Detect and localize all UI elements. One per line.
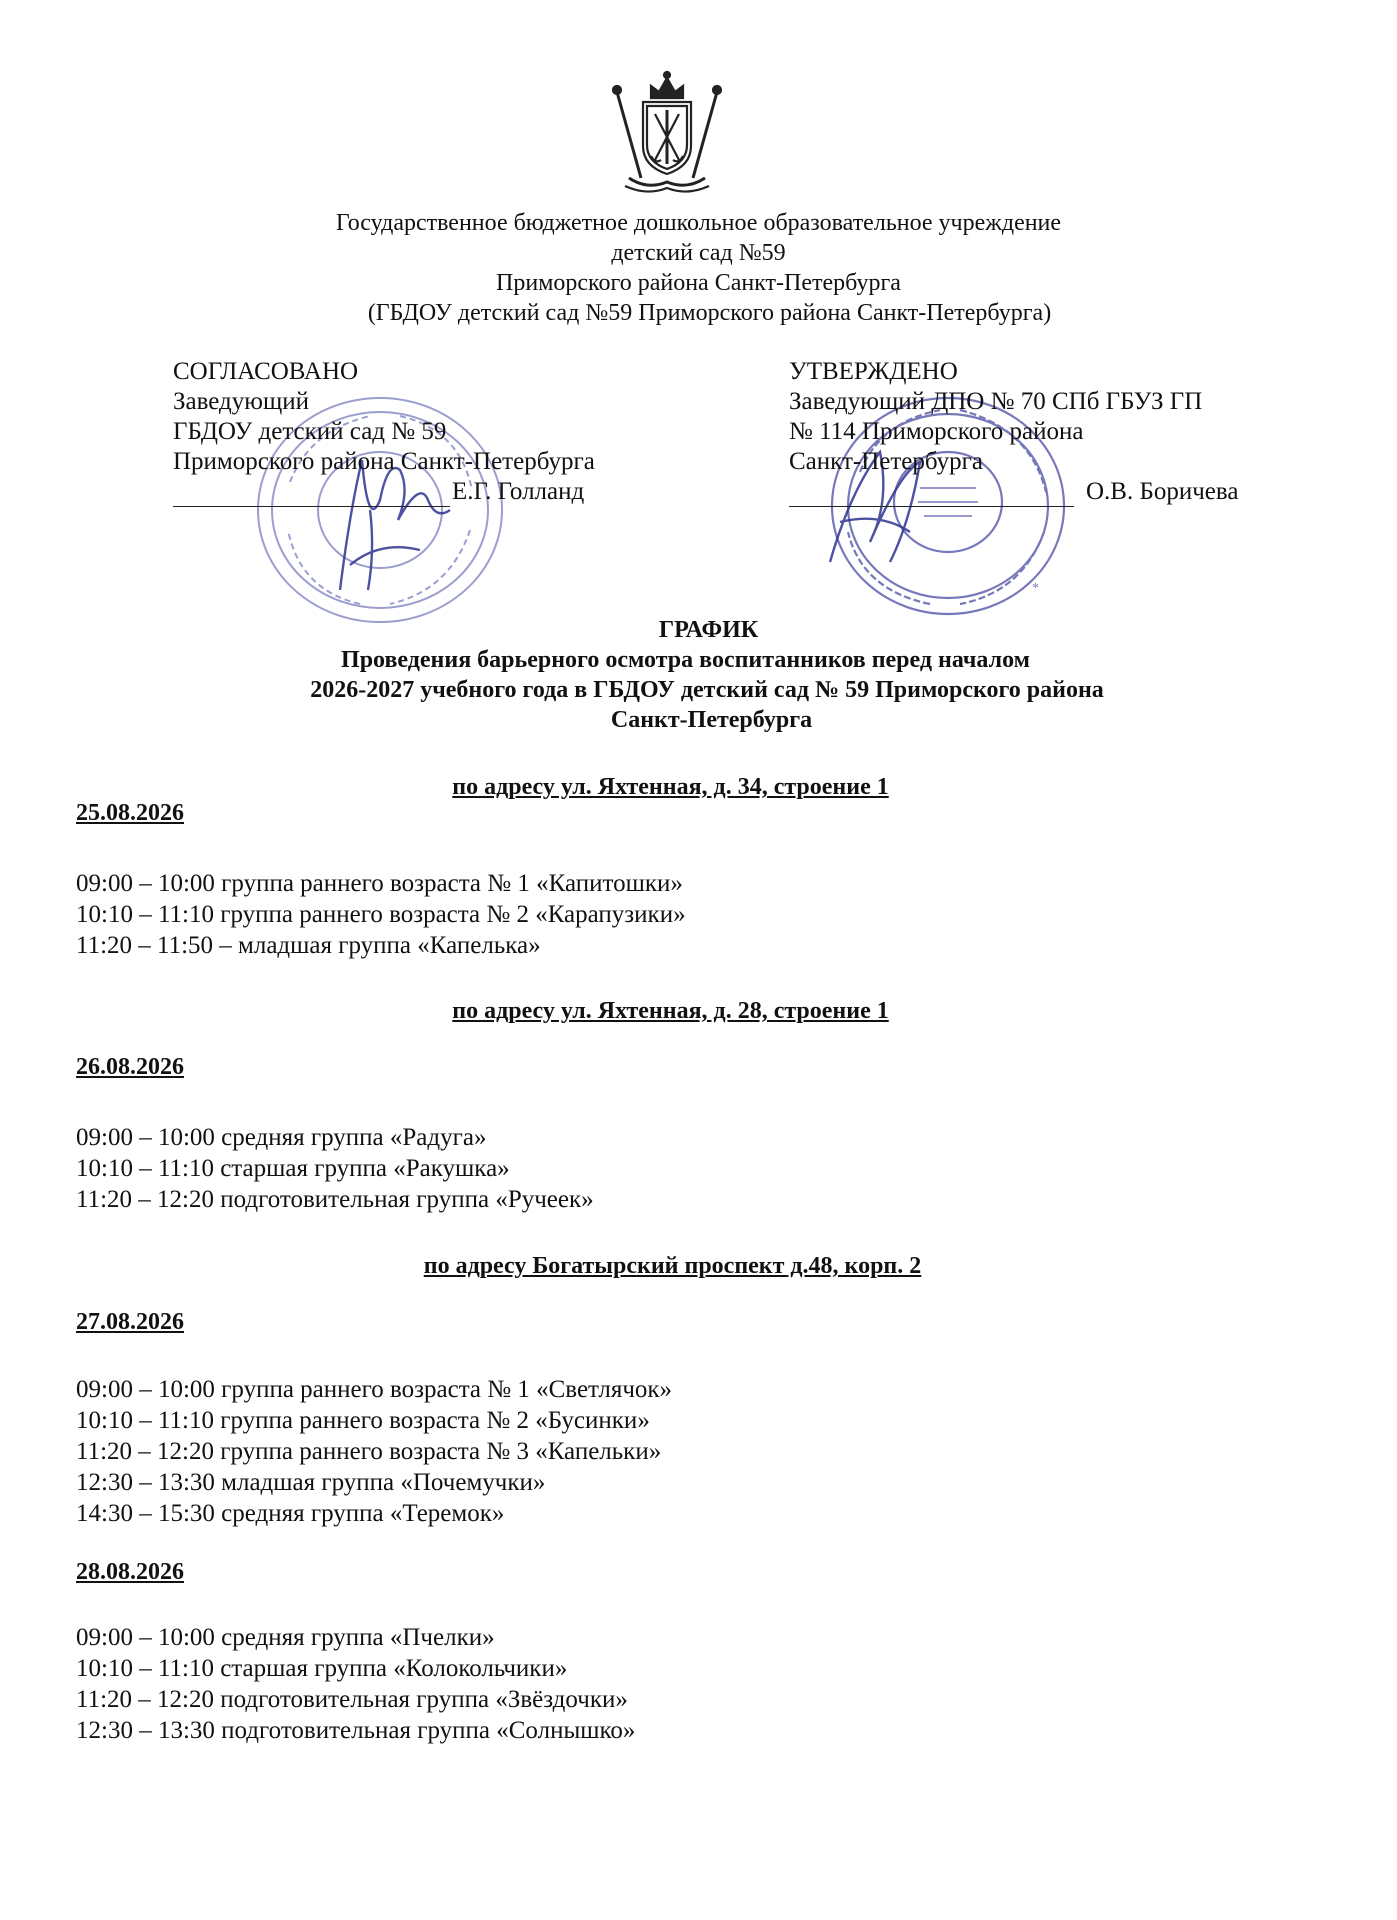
approval-line: Заведующий ДПО № 70 СПб ГБУЗ ГП: [789, 388, 1203, 415]
schedule-entry: 11:20 – 12:20 подготовительная группа «Ручеек»: [76, 1186, 594, 1213]
signatory-name: Е.Г. Голланд: [452, 478, 585, 505]
title-line: Проведения барьерного осмотра воспитанников перед началом: [341, 647, 1030, 673]
agreement-line: ГБДОУ детский сад № 59: [173, 418, 447, 445]
section-address: по адресу ул. Яхтенная, д. 28, строение 1: [452, 998, 889, 1024]
schedule-entry: 09:00 – 10:00 средняя группа «Радуга»: [76, 1124, 487, 1151]
schedule-list: [76, 1122, 594, 1215]
title-line: ГРАФИК: [658, 617, 759, 643]
header-line: Государственное бюджетное дошкольное образовательное учреждение: [335, 210, 1062, 236]
document-title: [0, 615, 1397, 735]
agreement-heading: СОГЛАСОВАНО: [173, 358, 359, 385]
title-line: Санкт-Петербурга: [610, 707, 813, 733]
schedule-entry: 11:20 – 11:50 – младшая группа «Капелька»: [76, 932, 541, 959]
approval-line: № 114 Приморского района: [789, 418, 1084, 445]
signature-rule: [789, 482, 1074, 507]
header-line: Приморского района Санкт-Петербурга: [496, 270, 901, 296]
schedule-date: 26.08.2026: [76, 1054, 184, 1080]
svg-text:*: *: [1032, 581, 1039, 596]
schedule-entry: 10:10 – 11:10 группа раннего возраста № 2 «Карапузики»: [76, 901, 686, 928]
schedule-date: 27.08.2026: [76, 1309, 184, 1335]
schedule-date: 25.08.2026: [76, 800, 184, 826]
approval-block: [789, 357, 1269, 507]
schedule-entry: 09:00 – 10:00 средняя группа «Пчелки»: [76, 1624, 495, 1651]
section-address: по адресу Богатырский проспект д.48, корп. 2: [423, 1253, 922, 1279]
signature-rule: [173, 482, 450, 507]
schedule-entry: 09:00 – 10:00 группа раннего возраста № 1 «Светлячок»: [76, 1376, 673, 1403]
agreement-line: Заведующий: [173, 388, 309, 415]
schedule-entry: 12:30 – 13:30 подготовительная группа «Солнышко»: [76, 1717, 636, 1744]
title-line: 2026-2027 учебного года в ГБДОУ детский сад № 59 Приморского района: [310, 677, 1104, 703]
schedule-entry: 11:20 – 12:20 подготовительная группа «Звёздочки»: [76, 1686, 628, 1713]
approval-heading: УТВЕРЖДЕНО: [789, 358, 958, 385]
schedule-date: 28.08.2026: [76, 1559, 184, 1585]
agreement-line: Приморского района Санкт-Петербурга: [173, 448, 595, 475]
schedule-entry: 10:10 – 11:10 старшая группа «Колокольчики»: [76, 1655, 568, 1682]
schedule-entry: 09:00 – 10:00 группа раннего возраста № 1 «Капитошки»: [76, 870, 683, 897]
institution-header: [0, 208, 1397, 328]
header-line: (ГБДОУ детский сад №59 Приморского района Санкт-Петербурга): [367, 300, 1052, 326]
section-address: по адресу ул. Яхтенная, д. 34, строение 1: [452, 774, 889, 800]
schedule-list: [76, 1622, 635, 1746]
coat-of-arms-icon: [607, 68, 727, 196]
signature-line: [173, 477, 693, 507]
approval-line: Санкт-Петербурга: [789, 448, 984, 475]
schedule-entry: 10:10 – 11:10 старшая группа «Ракушка»: [76, 1155, 510, 1182]
schedule-entry: 11:20 – 12:20 группа раннего возраста № 3 «Капельки»: [76, 1438, 662, 1465]
schedule-list: [76, 868, 686, 961]
agreement-block: [173, 357, 693, 507]
schedule-entry: 12:30 – 13:30 младшая группа «Почемучки»: [76, 1469, 546, 1496]
schedule-list: [76, 1374, 672, 1529]
schedule-entry: 10:10 – 11:10 группа раннего возраста № 2 «Бусинки»: [76, 1407, 650, 1434]
signature-line: [789, 477, 1269, 507]
signatory-name: О.В. Боричева: [1086, 478, 1239, 505]
schedule-entry: 14:30 – 15:30 средняя группа «Теремок»: [76, 1500, 505, 1527]
header-line: детский сад №59: [611, 240, 786, 266]
